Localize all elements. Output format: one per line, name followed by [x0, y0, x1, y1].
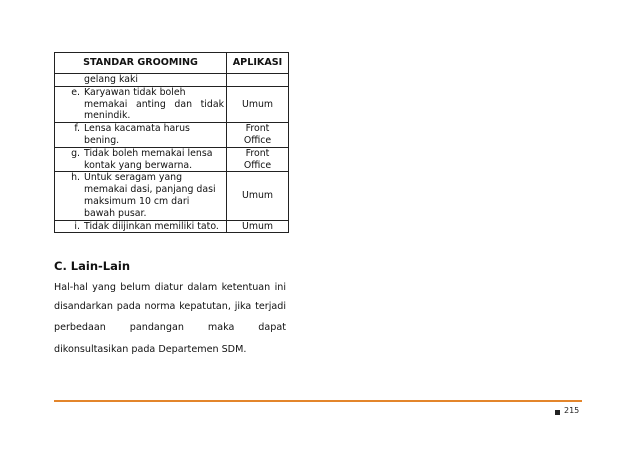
item-text: bawah pusar.	[84, 207, 147, 219]
table-row	[55, 220, 289, 233]
item-text: kontak yang berwarna.	[84, 159, 193, 171]
item-aplikasi: Umum	[227, 220, 289, 233]
paragraph-line: perbedaan pandangan maka dapat	[54, 322, 286, 333]
item-aplikasi: Umum	[227, 86, 289, 122]
paragraph-line: disandarkan pada norma kepatutan, jika terjadi	[54, 301, 286, 312]
header-aplikasi: APLIKASI	[227, 53, 289, 74]
page-number: 215	[564, 406, 580, 415]
item-letter: e.	[71, 86, 80, 98]
table-row	[55, 74, 289, 87]
section-heading: C. Lain-Lain	[54, 259, 131, 273]
item-letter: i.	[74, 220, 80, 232]
table-row	[55, 172, 289, 220]
item-text: memakai dasi, panjang dasi	[84, 184, 216, 196]
grooming-standards-table	[54, 52, 289, 233]
header-standar-grooming: STANDAR GROOMING	[55, 53, 227, 74]
item-text: Karyawan tidak boleh	[84, 86, 186, 98]
item-text: Tidak boleh memakai lensa	[84, 147, 213, 159]
table-row	[55, 86, 289, 122]
item-text: gelang kaki	[84, 74, 138, 85]
table-header-row	[55, 53, 289, 74]
footer-divider	[54, 400, 582, 402]
paragraph-line: Hal-hal yang belum diatur dalam ketentuan ini	[54, 282, 286, 293]
table-row	[55, 123, 289, 148]
item-text: menindik.	[84, 110, 131, 122]
item-letter: h.	[71, 172, 80, 184]
table-row	[55, 147, 289, 172]
item-aplikasi: Front Office	[227, 123, 289, 148]
item-text: memakai anting dan tidak	[84, 98, 224, 110]
item-text: bening.	[84, 134, 120, 146]
item-aplikasi: Front Office	[227, 147, 289, 172]
item-aplikasi: Umum	[227, 172, 289, 220]
item-text: Tidak diijinkan memiliki tato.	[84, 220, 219, 232]
item-text: maksimum 10 cm dari	[84, 195, 190, 207]
item-letter: f.	[74, 123, 80, 135]
item-letter: g.	[71, 147, 80, 159]
item-text: Lensa kacamata harus	[84, 123, 190, 135]
square-bullet-icon	[555, 410, 560, 415]
paragraph-line: dikonsultasikan pada Departemen SDM.	[54, 344, 247, 355]
item-text: Untuk seragam yang	[84, 172, 183, 184]
item-aplikasi	[227, 74, 289, 87]
